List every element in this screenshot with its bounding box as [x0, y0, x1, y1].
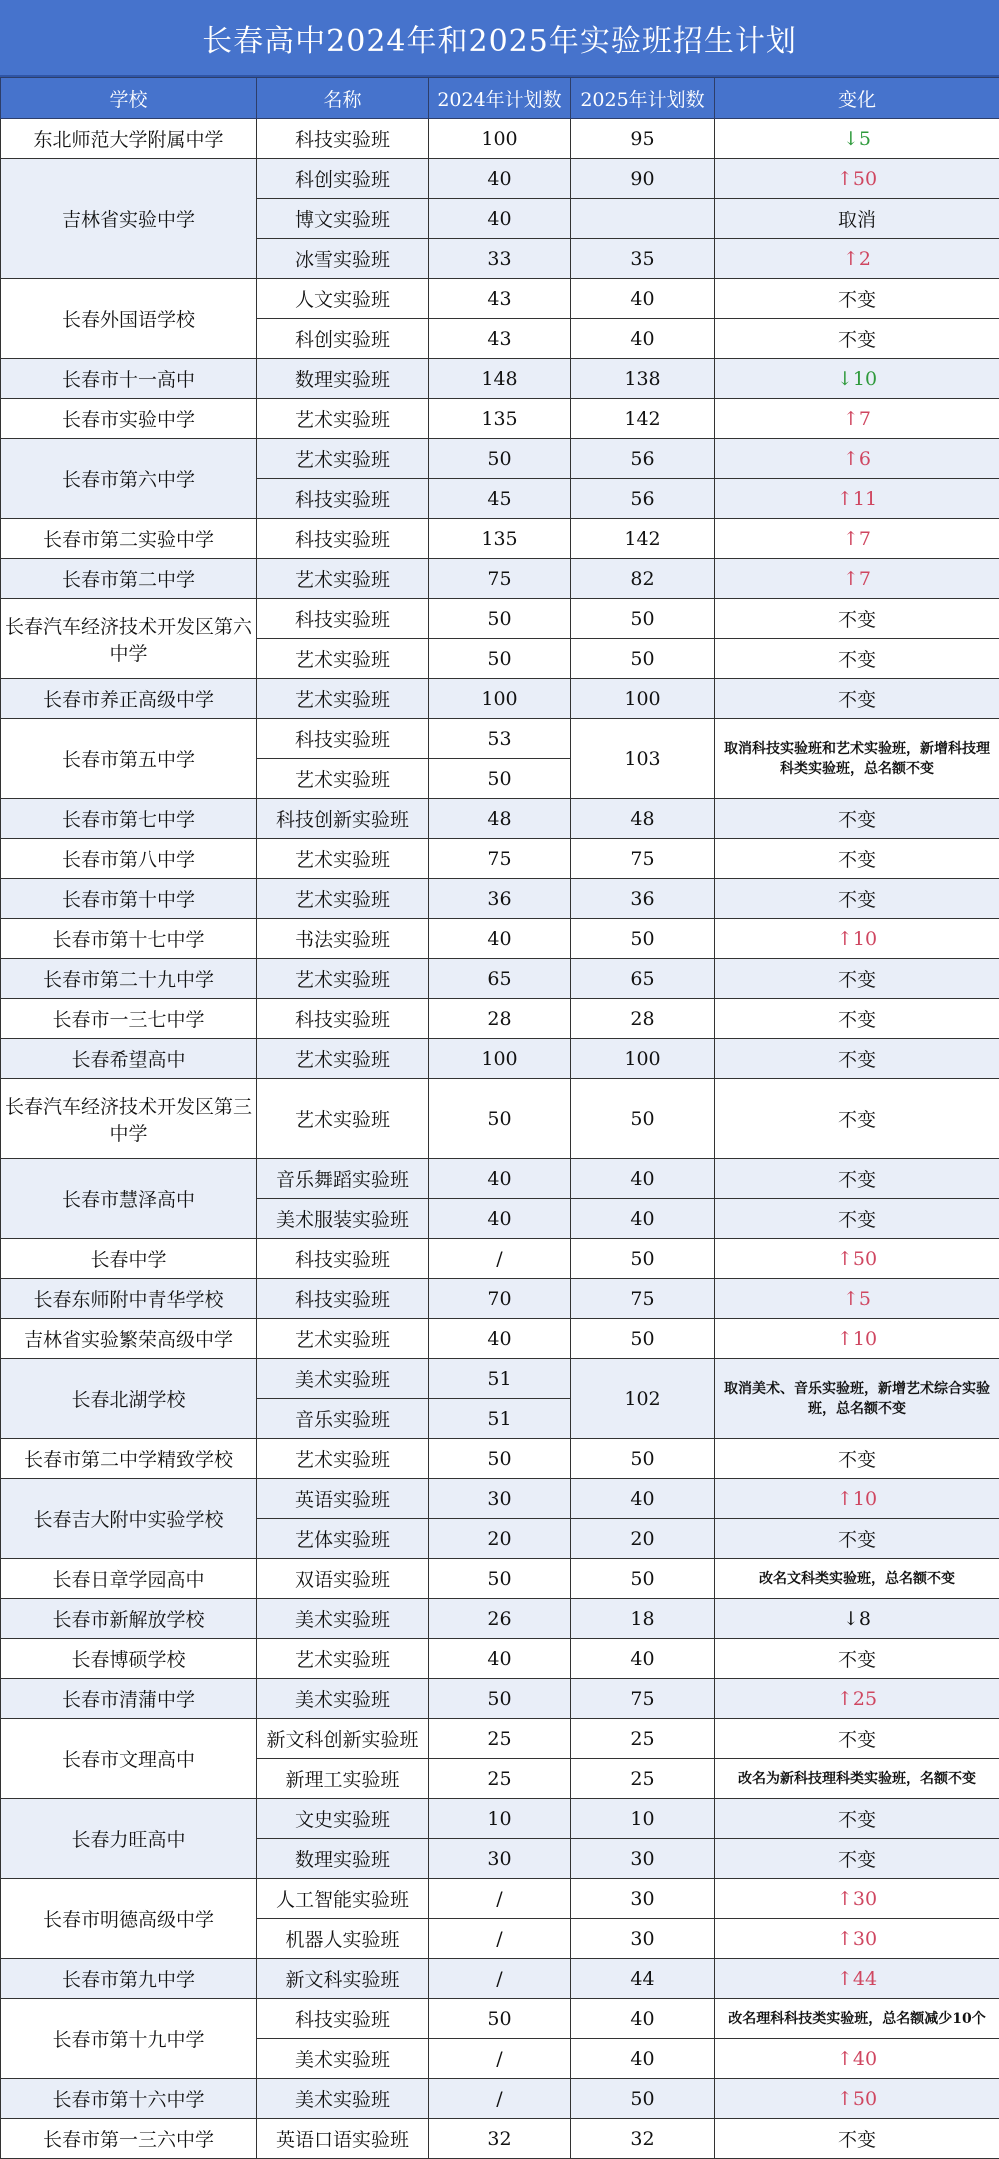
- class-name: 艺术实验班: [257, 1319, 429, 1359]
- change-value: ↑30: [715, 1919, 999, 1959]
- class-name: 美术实验班: [257, 1679, 429, 1719]
- class-name: 科技实验班: [257, 119, 429, 159]
- table-row: [1, 719, 999, 759]
- class-name: 科技实验班: [257, 719, 429, 759]
- plan-2024: 50: [429, 1999, 571, 2039]
- class-name: 科技实验班: [257, 519, 429, 559]
- plan-2024: 40: [429, 919, 571, 959]
- class-name: 科创实验班: [257, 159, 429, 199]
- plan-2025: 40: [571, 2039, 715, 2079]
- class-name: 艺术实验班: [257, 879, 429, 919]
- plan-2025: 25: [571, 1719, 715, 1759]
- class-name: 美术实验班: [257, 2079, 429, 2119]
- table-row: [1, 279, 999, 319]
- table-row: [1, 559, 999, 599]
- plan-2024: /: [429, 1959, 571, 1999]
- plan-2024: 43: [429, 279, 571, 319]
- plan-2024: 45: [429, 479, 571, 519]
- table-row: [1, 1479, 999, 1519]
- table-row: [1, 159, 999, 199]
- table-row: [1, 1639, 999, 1679]
- change-value: ↑40: [715, 2039, 999, 2079]
- class-name: 数理实验班: [257, 359, 429, 399]
- change-value: ↑50: [715, 159, 999, 199]
- plan-2025: 102: [571, 1359, 715, 1439]
- school-name: 长春希望高中: [1, 1039, 257, 1079]
- plan-2025: 25: [571, 1759, 715, 1799]
- school-name: 长春市第五中学: [1, 719, 257, 799]
- table-row: [1, 1799, 999, 1839]
- plan-2024: 100: [429, 119, 571, 159]
- plan-2025: 50: [571, 1439, 715, 1479]
- class-name: 美术服装实验班: [257, 1199, 429, 1239]
- school-name: 长春市第二中学精致学校: [1, 1439, 257, 1479]
- plan-2024: 20: [429, 1519, 571, 1559]
- plan-2024: 50: [429, 639, 571, 679]
- class-name: 艺术实验班: [257, 399, 429, 439]
- plan-2025: 82: [571, 559, 715, 599]
- change-value: ↑11: [715, 479, 999, 519]
- plan-2025: 18: [571, 1599, 715, 1639]
- school-name: 长春市第二实验中学: [1, 519, 257, 559]
- plan-2025: 48: [571, 799, 715, 839]
- plan-2024: 50: [429, 599, 571, 639]
- plan-2025: 50: [571, 1239, 715, 1279]
- plan-2024: 40: [429, 1159, 571, 1199]
- class-name: 科技实验班: [257, 1279, 429, 1319]
- change-value: ↑6: [715, 439, 999, 479]
- change-value: ↑50: [715, 1239, 999, 1279]
- plan-2025: 142: [571, 399, 715, 439]
- plan-2024: 100: [429, 679, 571, 719]
- change-value: 不变: [715, 1839, 999, 1879]
- change-value: ↑30: [715, 1879, 999, 1919]
- change-value: 不变: [715, 639, 999, 679]
- change-value: 不变: [715, 319, 999, 359]
- school-name: 长春市十一高中: [1, 359, 257, 399]
- school-name: 长春市清蒲中学: [1, 1679, 257, 1719]
- table-row: [1, 999, 999, 1039]
- plan-2024: 40: [429, 159, 571, 199]
- class-name: 艺术实验班: [257, 759, 429, 799]
- change-value: ↑7: [715, 399, 999, 439]
- plan-2024: /: [429, 1879, 571, 1919]
- table-row: [1, 1879, 999, 1919]
- plan-2024: 51: [429, 1359, 571, 1399]
- school-name: 长春市第十九中学: [1, 1999, 257, 2079]
- plan-2025: 75: [571, 839, 715, 879]
- change-note: 取消美术、音乐实验班，新增艺术综合实验班，总名额不变: [715, 1359, 999, 1439]
- class-name: 英语实验班: [257, 1479, 429, 1519]
- table-row: [1, 1359, 999, 1399]
- school-name: 长春市第二中学: [1, 559, 257, 599]
- change-value: ↑10: [715, 1479, 999, 1519]
- plan-2024: 148: [429, 359, 571, 399]
- plan-2024: 40: [429, 1319, 571, 1359]
- school-name: 长春外国语学校: [1, 279, 257, 359]
- change-value: 不变: [715, 2119, 999, 2159]
- table-row: [1, 1679, 999, 1719]
- plan-2024: 28: [429, 999, 571, 1039]
- change-value: ↓10: [715, 359, 999, 399]
- plan-2025: 50: [571, 919, 715, 959]
- table-row: [1, 839, 999, 879]
- table-row: [1, 1559, 999, 1599]
- school-name: 长春市第十六中学: [1, 2079, 257, 2119]
- header-class-name: 名称: [257, 78, 429, 119]
- class-name: 人文实验班: [257, 279, 429, 319]
- table-row: [1, 519, 999, 559]
- school-name: 长春市第一三六中学: [1, 2119, 257, 2159]
- plan-2025: 56: [571, 439, 715, 479]
- plan-2025: 103: [571, 719, 715, 799]
- plan-2025: 65: [571, 959, 715, 999]
- plan-2025: 142: [571, 519, 715, 559]
- change-value: 不变: [715, 1039, 999, 1079]
- change-value: 不变: [715, 599, 999, 639]
- plan-2025: 50: [571, 1079, 715, 1159]
- class-name: 艺术实验班: [257, 639, 429, 679]
- plan-2024: 51: [429, 1399, 571, 1439]
- plan-2025: 40: [571, 279, 715, 319]
- class-name: 新文科实验班: [257, 1959, 429, 1999]
- class-name: 博文实验班: [257, 199, 429, 239]
- header-2024-plan: 2024年计划数: [429, 78, 571, 119]
- change-value: 不变: [715, 1199, 999, 1239]
- plan-2025: 40: [571, 1479, 715, 1519]
- class-name: 艺术实验班: [257, 1079, 429, 1159]
- change-value: ↓5: [715, 119, 999, 159]
- plan-2025: 32: [571, 2119, 715, 2159]
- class-name: 新文科创新实验班: [257, 1719, 429, 1759]
- table-row: [1, 1039, 999, 1079]
- class-name: 新理工实验班: [257, 1759, 429, 1799]
- plan-2024: 50: [429, 1079, 571, 1159]
- school-name: 长春市第二十九中学: [1, 959, 257, 999]
- table-row: [1, 359, 999, 399]
- class-name: 数理实验班: [257, 1839, 429, 1879]
- change-note: 取消科技实验班和艺术实验班，新增科技理科类实验班，总名额不变: [715, 719, 999, 799]
- plan-2024: /: [429, 2079, 571, 2119]
- change-value: 不变: [715, 1719, 999, 1759]
- plan-2025: 138: [571, 359, 715, 399]
- plan-2024: /: [429, 1919, 571, 1959]
- plan-2025: 50: [571, 1319, 715, 1359]
- plan-2025: 30: [571, 1919, 715, 1959]
- class-name: 艺术实验班: [257, 959, 429, 999]
- plan-2025: 20: [571, 1519, 715, 1559]
- table-row: [1, 1079, 999, 1159]
- school-name: 长春中学: [1, 1239, 257, 1279]
- change-note: 改名理科科技类实验班，总名额减少10个: [715, 1999, 999, 2039]
- school-name: 吉林省实验繁荣高级中学: [1, 1319, 257, 1359]
- class-name: 艺术实验班: [257, 679, 429, 719]
- class-name: 科创实验班: [257, 319, 429, 359]
- class-name: 科技实验班: [257, 999, 429, 1039]
- change-value: ↓8: [715, 1599, 999, 1639]
- header-2025-plan: 2025年计划数: [571, 78, 715, 119]
- plan-2024: 75: [429, 559, 571, 599]
- plan-2025: 95: [571, 119, 715, 159]
- plan-2025: 40: [571, 1199, 715, 1239]
- plan-2025: 40: [571, 1639, 715, 1679]
- plan-2025: 50: [571, 2079, 715, 2119]
- plan-2025: 50: [571, 1559, 715, 1599]
- class-name: 科技实验班: [257, 599, 429, 639]
- plan-2024: 50: [429, 439, 571, 479]
- plan-2025: 75: [571, 1279, 715, 1319]
- class-name: 双语实验班: [257, 1559, 429, 1599]
- school-name: 长春市第六中学: [1, 439, 257, 519]
- class-name: 冰雪实验班: [257, 239, 429, 279]
- change-value: ↑5: [715, 1279, 999, 1319]
- school-name: 长春市第八中学: [1, 839, 257, 879]
- change-value: ↑44: [715, 1959, 999, 1999]
- change-value: ↑7: [715, 519, 999, 559]
- school-name: 长春北湖学校: [1, 1359, 257, 1439]
- change-value: ↑2: [715, 239, 999, 279]
- table-row: [1, 799, 999, 839]
- plan-2024: 32: [429, 2119, 571, 2159]
- table-row: [1, 1999, 999, 2039]
- plan-2024: 40: [429, 199, 571, 239]
- plan-2024: 48: [429, 799, 571, 839]
- school-name: 长春市第七中学: [1, 799, 257, 839]
- plan-2025: 90: [571, 159, 715, 199]
- table-row: [1, 1959, 999, 1999]
- change-value: 不变: [715, 1439, 999, 1479]
- plan-2024: 50: [429, 1439, 571, 1479]
- class-name: 英语口语实验班: [257, 2119, 429, 2159]
- class-name: 艺术实验班: [257, 1639, 429, 1679]
- table-row: [1, 1279, 999, 1319]
- school-name: 长春博硕学校: [1, 1639, 257, 1679]
- plan-2025: [571, 199, 715, 239]
- change-note: 改名文科类实验班，总名额不变: [715, 1559, 999, 1599]
- class-name: 人工智能实验班: [257, 1879, 429, 1919]
- class-name: 艺术实验班: [257, 1439, 429, 1479]
- school-name: 长春汽车经济技术开发区第三中学: [1, 1079, 257, 1159]
- class-name: 音乐实验班: [257, 1399, 429, 1439]
- plan-2025: 30: [571, 1839, 715, 1879]
- school-name: 长春汽车经济技术开发区第六中学: [1, 599, 257, 679]
- plan-2025: 100: [571, 1039, 715, 1079]
- class-name: 科技实验班: [257, 479, 429, 519]
- class-name: 艺体实验班: [257, 1519, 429, 1559]
- plan-2025: 28: [571, 999, 715, 1039]
- school-name: 长春市第十中学: [1, 879, 257, 919]
- class-name: 艺术实验班: [257, 439, 429, 479]
- table-row: [1, 1159, 999, 1199]
- plan-2024: 33: [429, 239, 571, 279]
- plan-2025: 40: [571, 319, 715, 359]
- plan-2024: 50: [429, 1679, 571, 1719]
- class-name: 美术实验班: [257, 1359, 429, 1399]
- class-name: 科技实验班: [257, 1999, 429, 2039]
- school-name: 东北师范大学附属中学: [1, 119, 257, 159]
- class-name: 书法实验班: [257, 919, 429, 959]
- plan-2024: 40: [429, 1639, 571, 1679]
- class-name: 音乐舞蹈实验班: [257, 1159, 429, 1199]
- table-row: [1, 119, 999, 159]
- table-row: [1, 2119, 999, 2159]
- table-row: [1, 679, 999, 719]
- table-row: [1, 919, 999, 959]
- school-name: 长春吉大附中实验学校: [1, 1479, 257, 1559]
- change-value: 不变: [715, 959, 999, 999]
- change-value: 不变: [715, 279, 999, 319]
- plan-2024: 135: [429, 399, 571, 439]
- change-value: 不变: [715, 1639, 999, 1679]
- table-row: [1, 1239, 999, 1279]
- change-value: 不变: [715, 879, 999, 919]
- class-name: 艺术实验班: [257, 559, 429, 599]
- school-name: 长春市明德高级中学: [1, 1879, 257, 1959]
- enrollment-table: [0, 77, 999, 2159]
- change-value: ↑50: [715, 2079, 999, 2119]
- change-value: 不变: [715, 1159, 999, 1199]
- plan-2024: 10: [429, 1799, 571, 1839]
- school-name: 长春市第十七中学: [1, 919, 257, 959]
- class-name: 美术实验班: [257, 2039, 429, 2079]
- plan-2024: 40: [429, 1199, 571, 1239]
- plan-2024: 36: [429, 879, 571, 919]
- table-row: [1, 599, 999, 639]
- plan-2025: 50: [571, 639, 715, 679]
- plan-2024: /: [429, 2039, 571, 2079]
- table-row: [1, 879, 999, 919]
- table-row: [1, 1719, 999, 1759]
- plan-2025: 50: [571, 599, 715, 639]
- change-value: 不变: [715, 799, 999, 839]
- plan-2024: 135: [429, 519, 571, 559]
- header-school: 学校: [1, 78, 257, 119]
- change-value: 不变: [715, 839, 999, 879]
- change-value: 取消: [715, 199, 999, 239]
- change-value: ↑25: [715, 1679, 999, 1719]
- plan-2024: 53: [429, 719, 571, 759]
- plan-2024: 50: [429, 1559, 571, 1599]
- change-value: ↑10: [715, 1319, 999, 1359]
- table-row: [1, 1439, 999, 1479]
- table-row: [1, 439, 999, 479]
- table-row: [1, 959, 999, 999]
- table-header-row: [1, 78, 999, 119]
- school-name: 长春市第九中学: [1, 1959, 257, 1999]
- header-change: 变化: [715, 78, 999, 119]
- plan-2024: 43: [429, 319, 571, 359]
- plan-2025: 10: [571, 1799, 715, 1839]
- school-name: 长春市新解放学校: [1, 1599, 257, 1639]
- plan-2025: 56: [571, 479, 715, 519]
- plan-2025: 100: [571, 679, 715, 719]
- school-name: 长春市文理高中: [1, 1719, 257, 1799]
- class-name: 美术实验班: [257, 1599, 429, 1639]
- plan-2024: 100: [429, 1039, 571, 1079]
- plan-2025: 30: [571, 1879, 715, 1919]
- plan-2024: 75: [429, 839, 571, 879]
- plan-2025: 35: [571, 239, 715, 279]
- change-value: ↑10: [715, 919, 999, 959]
- class-name: 科技实验班: [257, 1239, 429, 1279]
- class-name: 艺术实验班: [257, 1039, 429, 1079]
- school-name: 吉林省实验中学: [1, 159, 257, 279]
- school-name: 长春日章学园高中: [1, 1559, 257, 1599]
- table-row: [1, 1319, 999, 1359]
- school-name: 长春市实验中学: [1, 399, 257, 439]
- change-value: 不变: [715, 679, 999, 719]
- school-name: 长春市慧泽高中: [1, 1159, 257, 1239]
- change-value: 不变: [715, 1519, 999, 1559]
- change-value: 不变: [715, 999, 999, 1039]
- page-title: 长春高中2024年和2025年实验班招生计划: [0, 0, 999, 77]
- school-name: 长春市一三七中学: [1, 999, 257, 1039]
- plan-2024: 65: [429, 959, 571, 999]
- plan-2025: 44: [571, 1959, 715, 1999]
- plan-2025: 40: [571, 1999, 715, 2039]
- plan-2024: 26: [429, 1599, 571, 1639]
- plan-2024: 30: [429, 1479, 571, 1519]
- class-name: 艺术实验班: [257, 839, 429, 879]
- table-row: [1, 399, 999, 439]
- school-name: 长春力旺高中: [1, 1799, 257, 1879]
- class-name: 文史实验班: [257, 1799, 429, 1839]
- plan-2024: 50: [429, 759, 571, 799]
- plan-2025: 40: [571, 1159, 715, 1199]
- change-value: 不变: [715, 1079, 999, 1159]
- plan-2024: 25: [429, 1759, 571, 1799]
- plan-2024: 30: [429, 1839, 571, 1879]
- plan-2024: 70: [429, 1279, 571, 1319]
- table-row: [1, 2079, 999, 2119]
- table-row: [1, 1599, 999, 1639]
- class-name: 机器人实验班: [257, 1919, 429, 1959]
- plan-2024: 25: [429, 1719, 571, 1759]
- change-value: ↑7: [715, 559, 999, 599]
- plan-2025: 36: [571, 879, 715, 919]
- change-note: 改名为新科技理科类实验班，名额不变: [715, 1759, 999, 1799]
- plan-2025: 75: [571, 1679, 715, 1719]
- change-value: 不变: [715, 1799, 999, 1839]
- plan-2024: /: [429, 1239, 571, 1279]
- school-name: 长春东师附中青华学校: [1, 1279, 257, 1319]
- school-name: 长春市养正高级中学: [1, 679, 257, 719]
- class-name: 科技创新实验班: [257, 799, 429, 839]
